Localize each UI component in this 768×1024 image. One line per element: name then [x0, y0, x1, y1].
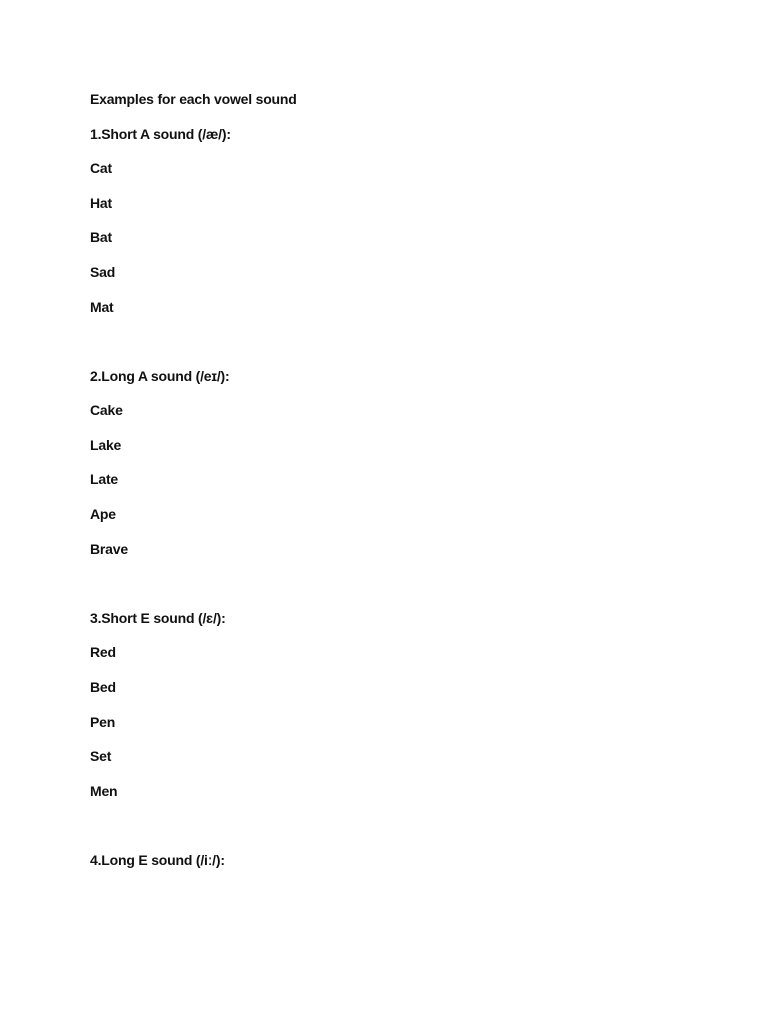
vowel-section-short-a — [90, 125, 690, 316]
section-heading: 4.Long E sound (/iː/): — [90, 851, 225, 868]
example-word: Set — [90, 748, 112, 765]
example-word: Lake — [90, 436, 122, 453]
example-word: Sad — [90, 263, 116, 280]
section-spacer — [90, 332, 690, 367]
example-word: Pen — [90, 713, 116, 730]
example-word: Late — [90, 471, 118, 488]
example-word: Mat — [90, 298, 114, 315]
section-heading: 3.Short E sound (/ɛ/): — [90, 609, 226, 626]
example-word: Bat — [90, 229, 112, 246]
section-spacer — [90, 816, 690, 851]
document-body — [90, 90, 690, 885]
example-word: Men — [90, 782, 118, 799]
example-word: Brave — [90, 540, 128, 557]
section-heading: 2.Long A sound (/eɪ/): — [90, 367, 230, 384]
vowel-section-long-e — [90, 851, 690, 869]
vowel-section-short-e — [90, 609, 690, 800]
example-word: Red — [90, 644, 116, 661]
section-heading: 1.Short A sound (/æ/): — [90, 125, 231, 142]
vowel-section-long-a — [90, 367, 690, 558]
section-spacer — [90, 574, 690, 609]
example-word: Bed — [90, 678, 116, 695]
example-word: Ape — [90, 506, 116, 523]
example-word: Hat — [90, 194, 112, 211]
document-title: Examples for each vowel sound — [90, 91, 297, 107]
example-word: Cat — [90, 160, 112, 177]
example-word: Cake — [90, 402, 123, 419]
